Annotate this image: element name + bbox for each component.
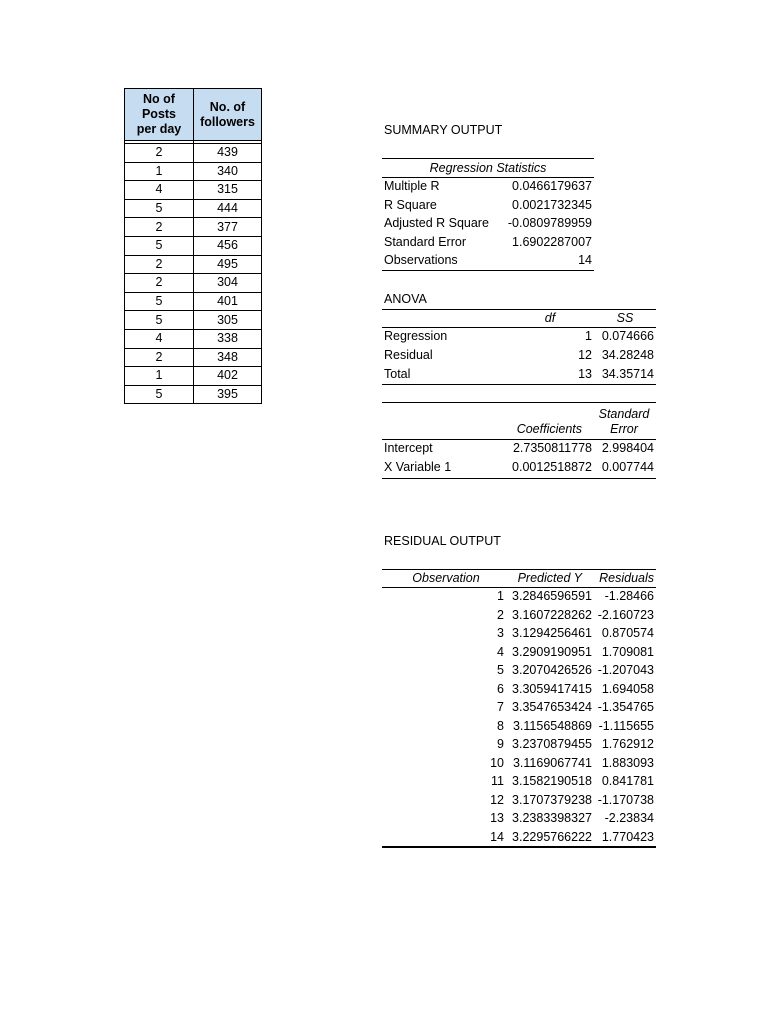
divider bbox=[382, 309, 656, 310]
residual-predicted-y: 3.2070426526 bbox=[512, 663, 592, 677]
divider bbox=[382, 327, 656, 328]
table-row bbox=[125, 236, 262, 255]
residual-header-predicted-y: Predicted Y bbox=[517, 571, 582, 585]
table-row bbox=[125, 181, 262, 200]
residual-value: 1.883093 bbox=[601, 755, 654, 770]
cell-followers: 395 bbox=[194, 385, 262, 404]
divider bbox=[382, 439, 656, 440]
divider bbox=[382, 846, 656, 848]
cell-followers: 304 bbox=[194, 274, 262, 293]
residual-observation: 13 bbox=[490, 811, 504, 825]
cell-followers: 305 bbox=[194, 311, 262, 330]
anova-df: 12 bbox=[578, 347, 592, 362]
residual-observation: 11 bbox=[491, 774, 504, 788]
coef-value: 2.7350811778 bbox=[512, 441, 592, 455]
coef-value: 0.0012518872 bbox=[512, 459, 592, 474]
regstat-label: R Square bbox=[384, 197, 437, 212]
table-header-row bbox=[125, 89, 262, 141]
cell-posts-per-day: 5 bbox=[125, 199, 194, 218]
residual-value: 1.694058 bbox=[601, 681, 654, 696]
residual-predicted-y: 3.2909190951 bbox=[512, 644, 592, 659]
residual-predicted-y: 3.1582190518 bbox=[512, 774, 592, 788]
residual-value: 1.762912 bbox=[601, 737, 654, 751]
regstat-label: Observations bbox=[384, 253, 458, 268]
divider bbox=[382, 587, 656, 588]
residual-value: -1.207043 bbox=[597, 663, 654, 677]
cell-followers: 377 bbox=[194, 218, 262, 237]
residual-predicted-y: 3.3547653424 bbox=[512, 700, 592, 714]
posts-followers-table bbox=[124, 88, 262, 404]
residual-predicted-y: 3.2846596591 bbox=[512, 589, 592, 603]
cell-followers: 340 bbox=[194, 162, 262, 181]
residual-observation: 2 bbox=[497, 607, 504, 622]
residual-predicted-y: 3.2383398327 bbox=[512, 811, 592, 825]
residual-header-residuals: Residuals bbox=[599, 571, 654, 585]
residual-predicted-y: 3.1607228262 bbox=[512, 607, 592, 622]
anova-ss: 34.35714 bbox=[601, 366, 654, 381]
anova-header-ss: SS bbox=[616, 311, 634, 325]
cell-posts-per-day: 2 bbox=[125, 218, 194, 237]
cell-followers: 439 bbox=[194, 144, 262, 163]
regression-statistics-heading: Regression Statistics bbox=[429, 161, 547, 175]
coef-std-error: 2.998404 bbox=[601, 441, 654, 455]
coef-label: X Variable 1 bbox=[384, 459, 452, 474]
residual-predicted-y: 3.3059417415 bbox=[512, 681, 592, 696]
table-row bbox=[125, 218, 262, 237]
table-row bbox=[125, 162, 262, 181]
residual-predicted-y: 3.1294256461 bbox=[512, 626, 592, 640]
cell-posts-per-day: 1 bbox=[125, 162, 194, 181]
cell-followers: 402 bbox=[194, 367, 262, 386]
residual-predicted-y: 3.1169067741 bbox=[512, 755, 592, 770]
regstat-value: -0.0809789959 bbox=[507, 216, 592, 231]
table-row bbox=[125, 367, 262, 386]
anova-ss: 0.074666 bbox=[601, 329, 654, 343]
table-row bbox=[125, 199, 262, 218]
table-row bbox=[125, 274, 262, 293]
header-posts-per-day: No of Posts per day bbox=[125, 89, 194, 141]
divider bbox=[382, 177, 594, 178]
coef-header-coefficients: Coefficients bbox=[516, 422, 582, 436]
residual-value: -2.23834 bbox=[604, 811, 654, 825]
cell-posts-per-day: 2 bbox=[125, 255, 194, 274]
regstat-value: 0.0466179637 bbox=[512, 179, 592, 193]
table-row bbox=[125, 292, 262, 311]
residual-observation: 14 bbox=[490, 829, 504, 844]
anova-label: Residual bbox=[384, 347, 433, 362]
regstat-label: Standard Error bbox=[384, 234, 466, 249]
cell-posts-per-day: 5 bbox=[125, 385, 194, 404]
residual-observation: 12 bbox=[490, 792, 504, 807]
residual-value: -1.115655 bbox=[598, 718, 654, 733]
divider bbox=[382, 478, 656, 479]
coef-std-error: 0.007744 bbox=[601, 459, 654, 474]
cell-followers: 444 bbox=[194, 199, 262, 218]
regstat-value: 1.6902287007 bbox=[512, 234, 592, 249]
residual-header-observation: Observation bbox=[412, 571, 480, 585]
cell-followers: 338 bbox=[194, 329, 262, 348]
cell-followers: 401 bbox=[194, 292, 262, 311]
residual-observation: 4 bbox=[497, 644, 504, 659]
divider bbox=[382, 384, 656, 385]
anova-header-df: df bbox=[544, 311, 556, 325]
cell-posts-per-day: 2 bbox=[125, 144, 194, 163]
cell-posts-per-day: 5 bbox=[125, 236, 194, 255]
regstat-label: Adjusted R Square bbox=[384, 216, 489, 231]
cell-followers: 495 bbox=[194, 255, 262, 274]
cell-followers: 348 bbox=[194, 348, 262, 367]
cell-posts-per-day: 5 bbox=[125, 292, 194, 311]
residual-observation: 3 bbox=[497, 626, 504, 640]
table-row bbox=[125, 255, 262, 274]
anova-ss: 34.28248 bbox=[601, 347, 654, 362]
anova-label: Regression bbox=[384, 329, 448, 343]
data-table-body bbox=[125, 141, 262, 404]
anova-title: ANOVA bbox=[384, 292, 427, 306]
anova-label: Total bbox=[384, 366, 411, 381]
cell-posts-per-day: 2 bbox=[125, 274, 194, 293]
divider bbox=[382, 569, 656, 570]
anova-df: 13 bbox=[578, 366, 592, 381]
residual-predicted-y: 3.1156548869 bbox=[512, 718, 592, 733]
residual-value: -1.170738 bbox=[597, 792, 654, 807]
residual-observation: 8 bbox=[497, 718, 504, 733]
residual-output-title: RESIDUAL OUTPUT bbox=[384, 534, 501, 548]
residual-predicted-y: 3.1707379238 bbox=[512, 792, 592, 807]
cell-posts-per-day: 5 bbox=[125, 311, 194, 330]
residual-value: 0.841781 bbox=[601, 774, 654, 788]
regstat-value: 0.0021732345 bbox=[512, 197, 592, 212]
header-followers: No. of followers bbox=[194, 89, 262, 141]
divider bbox=[382, 270, 594, 271]
table-row bbox=[125, 348, 262, 367]
residual-value: -1.28466 bbox=[604, 589, 654, 603]
regstat-label: Multiple R bbox=[384, 179, 440, 193]
residual-value: -1.354765 bbox=[597, 700, 654, 714]
cell-posts-per-day: 4 bbox=[125, 181, 194, 200]
residual-observation: 1 bbox=[497, 589, 504, 603]
coef-label: Intercept bbox=[384, 441, 433, 455]
cell-posts-per-day: 2 bbox=[125, 348, 194, 367]
cell-followers: 315 bbox=[194, 181, 262, 200]
divider bbox=[382, 158, 594, 159]
summary-output-title: SUMMARY OUTPUT bbox=[384, 123, 503, 137]
divider bbox=[382, 402, 656, 403]
residual-observation: 7 bbox=[497, 700, 504, 714]
anova-df: 1 bbox=[585, 329, 592, 343]
residual-observation: 9 bbox=[497, 737, 504, 751]
residual-value: -2.160723 bbox=[597, 607, 654, 622]
cell-posts-per-day: 4 bbox=[125, 329, 194, 348]
residual-observation: 5 bbox=[497, 663, 504, 677]
cell-followers: 456 bbox=[194, 236, 262, 255]
table-row bbox=[125, 385, 262, 404]
residual-value: 1.770423 bbox=[601, 829, 654, 844]
table-row bbox=[125, 144, 262, 163]
table-row bbox=[125, 329, 262, 348]
coef-header-error: Error bbox=[610, 422, 638, 436]
residual-observation: 6 bbox=[497, 681, 504, 696]
cell-posts-per-day: 1 bbox=[125, 367, 194, 386]
residual-predicted-y: 3.2370879455 bbox=[512, 737, 592, 751]
residual-value: 0.870574 bbox=[601, 626, 654, 640]
coef-header-standard: Standard bbox=[598, 407, 650, 421]
residual-predicted-y: 3.2295766222 bbox=[512, 829, 592, 844]
residual-value: 1.709081 bbox=[601, 644, 654, 659]
table-row bbox=[125, 311, 262, 330]
residual-observation: 10 bbox=[490, 755, 504, 770]
regstat-value: 14 bbox=[578, 253, 592, 268]
